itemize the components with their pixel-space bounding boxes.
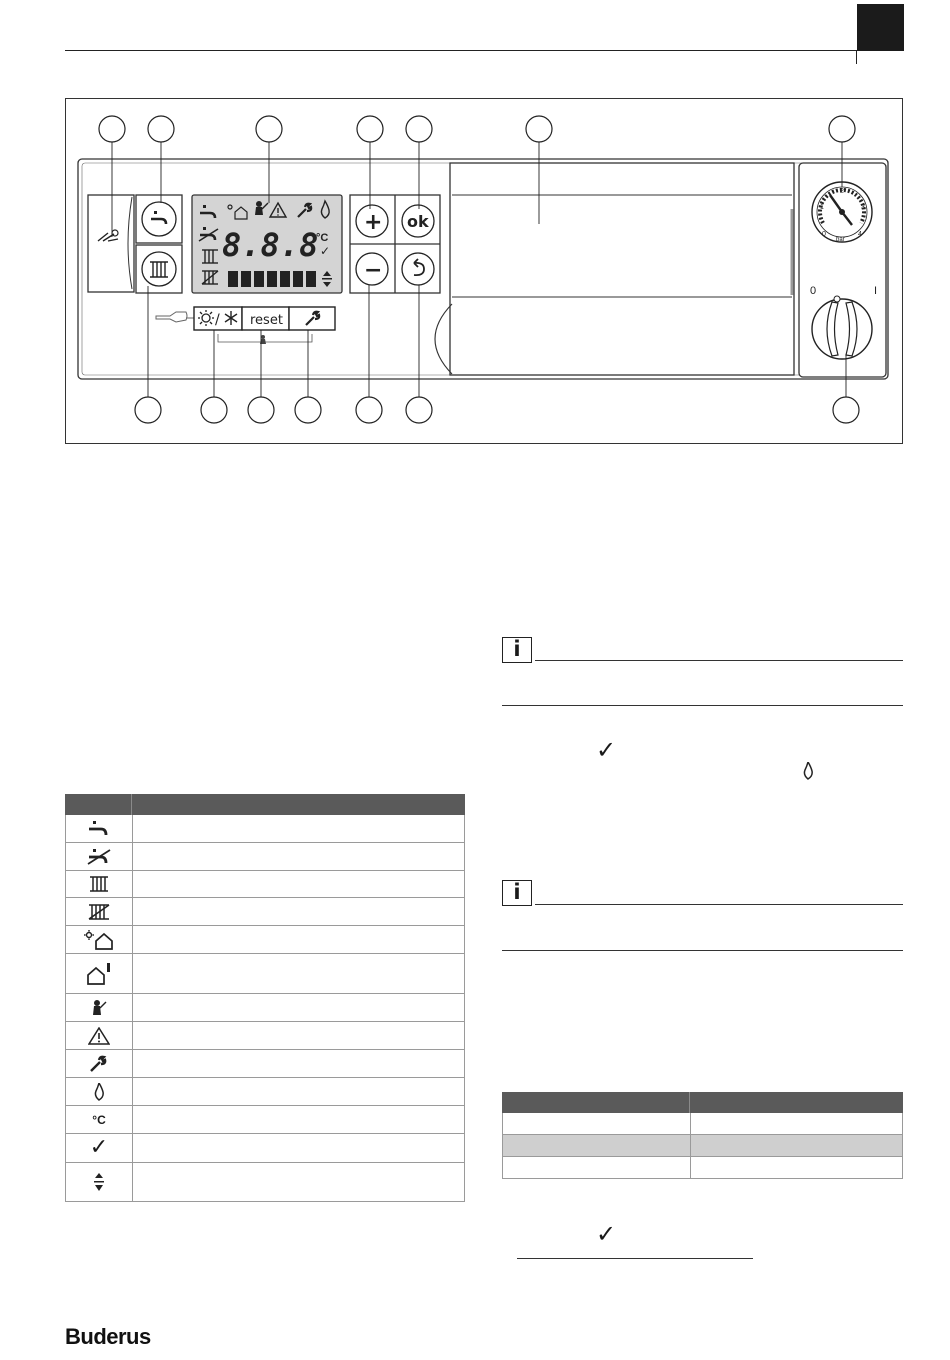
control-panel-figure	[65, 98, 903, 444]
gauge-tick-3: 3	[861, 204, 865, 211]
table-row	[502, 1113, 903, 1135]
gauge-tick-2: 2	[840, 188, 844, 195]
check-icon: ✓	[89, 1135, 109, 1160]
table-row	[65, 871, 465, 898]
radiator-icon	[89, 876, 109, 892]
radiator-off-icon	[88, 904, 110, 920]
gauge-tick-4: 4	[858, 231, 862, 238]
table-row	[65, 1163, 465, 1202]
check-icon: ✓	[596, 736, 617, 764]
symbol-table	[65, 794, 465, 1202]
status-table-header	[502, 1092, 903, 1113]
note-bottom-rule	[502, 950, 903, 951]
table-row	[65, 1134, 465, 1163]
main-switch-off-label: 0	[810, 285, 817, 297]
main-switch-on-label: I	[874, 285, 878, 297]
flame-icon	[803, 762, 813, 785]
table-row	[65, 815, 465, 843]
table-row	[65, 898, 465, 926]
lcd-celsius: °C	[316, 232, 329, 244]
ok-label: ok	[407, 212, 429, 231]
note-top-rule	[535, 660, 903, 661]
control-panel-drawing	[66, 99, 904, 445]
gauge-unit: bar	[836, 237, 845, 243]
table-row	[65, 926, 465, 954]
gauge-tick-0: 0	[822, 231, 826, 238]
table-row	[65, 1078, 465, 1106]
pressure-gauge	[812, 182, 872, 243]
footer-rule	[517, 1258, 753, 1259]
dhw-off-icon	[87, 848, 111, 866]
note-bottom-rule	[502, 705, 903, 706]
lcd-check-icon: ✓	[320, 244, 331, 258]
table-row	[65, 1022, 465, 1050]
header-tick	[856, 50, 857, 64]
header-rule	[65, 50, 857, 51]
chimney-sweep-icon	[91, 999, 107, 1017]
plus-label: +	[364, 210, 383, 235]
warning-triangle-icon	[88, 1027, 110, 1045]
lcd-digits: 8.8.8	[222, 226, 319, 264]
reset-label: reset	[250, 313, 283, 328]
table-row	[502, 1135, 903, 1157]
svg-text:/: /	[215, 312, 220, 328]
symbol-table-header	[65, 794, 465, 815]
back-button[interactable]	[402, 253, 434, 285]
table-row	[502, 1157, 903, 1179]
brand-logo: Buderus	[65, 1324, 151, 1349]
status-table	[502, 1092, 903, 1179]
table-row	[65, 1050, 465, 1078]
celsius-icon: °C	[92, 1112, 106, 1127]
table-row	[65, 954, 465, 994]
info-icon: i	[502, 637, 532, 663]
heating-button[interactable]	[142, 252, 176, 286]
chapter-tab	[857, 4, 904, 51]
dhw-tap-icon	[89, 821, 109, 837]
minus-label: −	[364, 258, 383, 283]
lcd-bar-graph	[228, 271, 316, 287]
up-down-arrows-icon	[93, 1173, 105, 1191]
info-icon: i	[502, 880, 532, 906]
sun-house-icon	[84, 930, 114, 950]
table-row	[65, 843, 465, 871]
table-row	[65, 994, 465, 1022]
chimney-sweep-button[interactable]	[88, 195, 134, 292]
check-icon: ✓	[596, 1220, 617, 1248]
flame-icon	[94, 1083, 104, 1101]
wrench-icon	[89, 1055, 109, 1073]
gauge-tick-1: 1	[820, 204, 824, 211]
note-top-rule	[535, 904, 903, 905]
house-thermometer-icon	[86, 963, 112, 985]
table-row	[65, 1106, 465, 1134]
